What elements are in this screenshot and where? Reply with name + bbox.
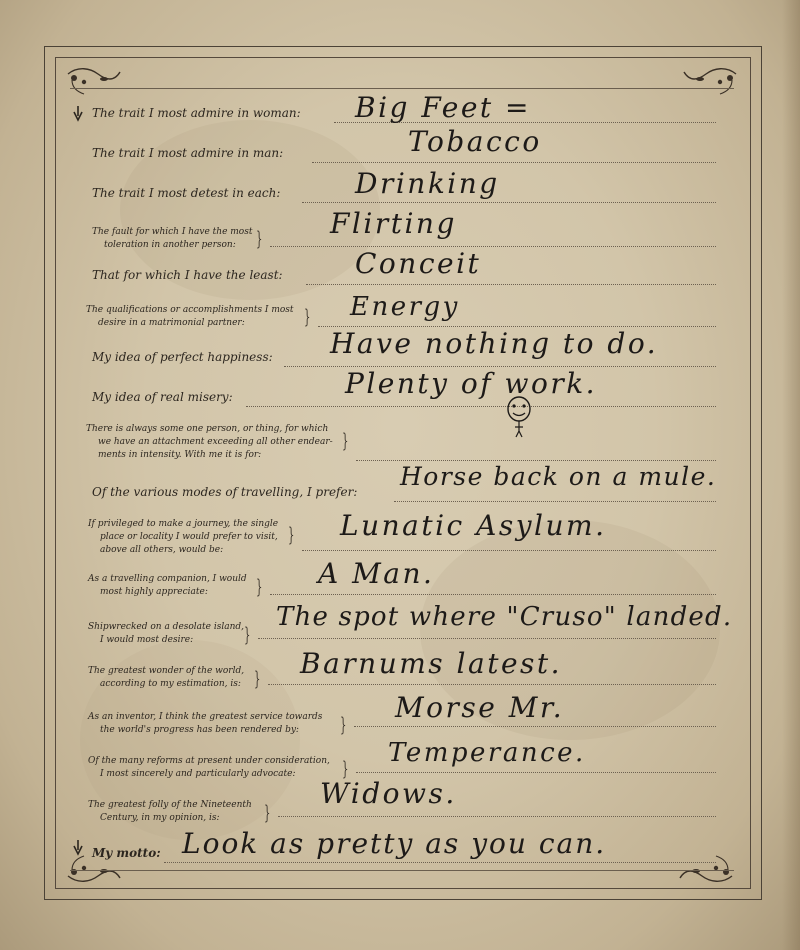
question-label: The greatest wonder of the world, — [88, 666, 245, 676]
answer-text: The spot where "Cruso" landed. — [276, 602, 733, 632]
answer-text: Have nothing to do. — [330, 327, 659, 360]
answer-text: Temperance. — [388, 738, 586, 768]
question-label: place or locality I would prefer to visit, — [100, 532, 278, 542]
answer-line — [246, 406, 716, 407]
question-label: above all others, would be: — [100, 545, 224, 555]
brace: } — [342, 756, 349, 780]
answer-text: Flirting — [330, 207, 457, 240]
question-label: That for which I have the least: — [92, 268, 283, 282]
question-label: the world's progress has been rendered by: — [100, 725, 299, 735]
page-edge-shadow — [782, 0, 800, 950]
answer-text: Widows. — [320, 777, 457, 810]
answer-line — [258, 638, 716, 639]
answer-line — [270, 594, 716, 595]
question-label: The fault for which I have the most — [92, 227, 253, 237]
question-label: As an inventor, I think the greatest service towards — [88, 712, 323, 722]
question-label: toleration in another person: — [104, 240, 236, 250]
answer-line — [312, 162, 716, 163]
question-label: My idea of perfect happiness: — [92, 350, 273, 364]
brace: } — [244, 622, 251, 646]
answer-text: Barnums latest. — [300, 647, 563, 680]
section-rule — [70, 88, 734, 89]
answer-text: Energy — [350, 292, 460, 322]
pointing-hand-icon — [72, 840, 84, 856]
question-label: Of the various modes of travelling, I prefer: — [92, 485, 358, 499]
question-label: ments in intensity. With me it is for: — [98, 450, 262, 460]
answer-text: Plenty of work. — [345, 367, 598, 400]
question-label: Shipwrecked on a desolate island, — [88, 622, 245, 632]
question-label: I would most desire: — [100, 635, 194, 645]
section-rule — [70, 870, 734, 871]
pointing-hand-icon — [72, 106, 84, 122]
floral-corner-ornament-icon — [64, 64, 124, 100]
answer-line — [356, 772, 716, 773]
question-label: The qualifications or accomplishments I most — [86, 305, 294, 315]
brace: } — [256, 226, 263, 250]
floral-corner-ornament-icon — [680, 64, 740, 100]
corner-ornament-top-left — [64, 64, 124, 100]
answer-text: A Man. — [318, 557, 435, 590]
answer-line — [164, 862, 716, 863]
question-label: My motto: — [92, 846, 161, 860]
answer-line — [268, 684, 716, 685]
question-label: There is always some one person, or thing, for which — [86, 424, 329, 434]
answer-text: Drinking — [355, 167, 500, 200]
answer-text: Lunatic Asylum. — [340, 509, 607, 542]
brace: } — [264, 800, 271, 824]
answer-line — [302, 202, 716, 203]
answer-text: Tobacco — [408, 125, 542, 158]
question-label: The greatest folly of the Nineteenth — [88, 800, 252, 810]
question-label: My idea of real misery: — [92, 390, 233, 404]
question-label: The trait I most detest in each: — [92, 186, 281, 200]
brace: } — [340, 712, 347, 736]
question-label: according to my estimation, is: — [100, 679, 241, 689]
answer-text: Conceit — [355, 247, 482, 280]
floral-corner-ornament-icon — [676, 850, 736, 886]
cartoon-face-icon — [502, 393, 536, 443]
brace: } — [342, 428, 349, 452]
answer-line — [302, 550, 716, 551]
corner-ornament-bottom-right — [676, 850, 736, 886]
brace: } — [288, 522, 295, 546]
answer-text: Morse Mr. — [395, 691, 565, 724]
brace: } — [304, 304, 311, 328]
question-label: Of the many reforms at present under consideration, — [88, 756, 330, 766]
corner-ornament-top-right — [680, 64, 740, 100]
question-label: we have an attachment exceeding all other endear- — [98, 437, 333, 447]
answer-line — [356, 460, 716, 461]
answer-line — [278, 816, 716, 817]
question-label: The trait I most admire in woman: — [92, 106, 301, 120]
question-label: The trait I most admire in man: — [92, 146, 284, 160]
question-label: Century, in my opinion, is: — [100, 813, 220, 823]
question-label: I most sincerely and particularly advocate: — [100, 769, 296, 779]
question-label: As a travelling companion, I would — [88, 574, 247, 584]
question-label: desire in a matrimonial partner: — [98, 318, 245, 328]
answer-line — [270, 246, 716, 247]
question-label: most highly appreciate: — [100, 587, 208, 597]
answer-line — [354, 726, 716, 727]
answer-line — [306, 284, 716, 285]
answer-text: Horse back on a mule. — [400, 462, 717, 491]
answer-text: Big Feet = — [355, 91, 532, 124]
answer-line — [394, 501, 716, 502]
brace: } — [256, 574, 263, 598]
question-label: If privileged to make a journey, the single — [88, 519, 279, 529]
brace: } — [254, 666, 261, 690]
answer-text: Look as pretty as you can. — [182, 827, 607, 860]
